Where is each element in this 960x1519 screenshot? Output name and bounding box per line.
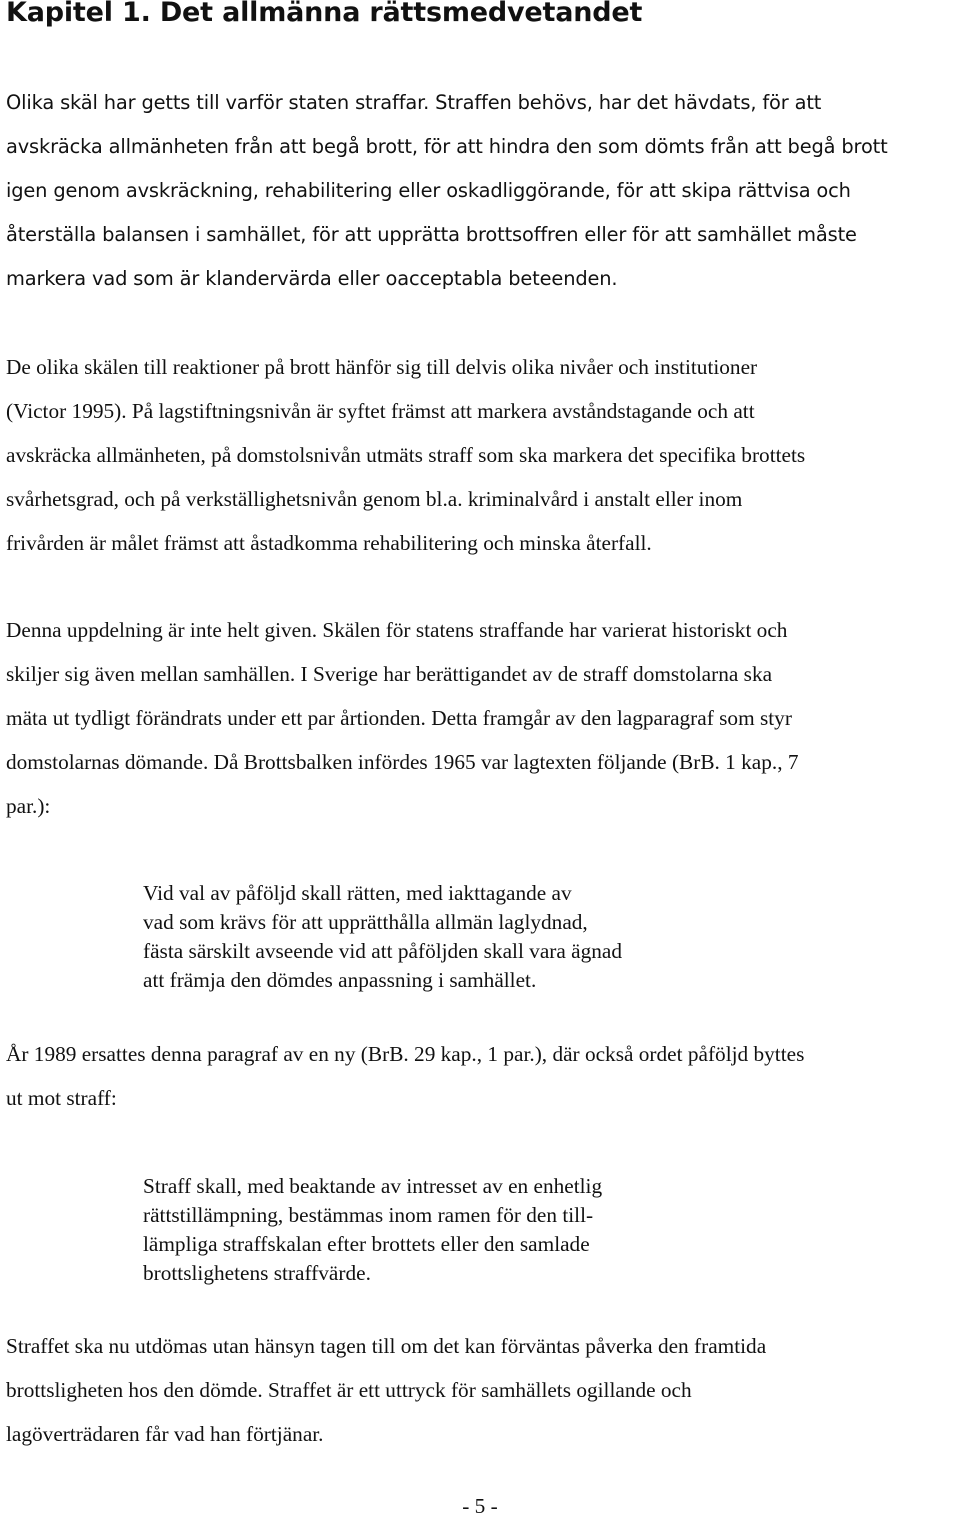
quote1-line: vad som krävs för att upprätthålla allmän laglydnad, (143, 910, 588, 934)
paragraph2-line: frivården är målet främst att åstadkomma rehabilitering och minska återfall. (6, 531, 652, 555)
quote2-line: lämpliga straffskalan efter brottets eller den samlade (143, 1232, 590, 1256)
paragraph3-line: mäta ut tydligt förändrats under ett par årtionden. Detta framgår av den lagparagraf som styr (6, 706, 792, 730)
quote2-line: brottslighetens straffvärde. (143, 1261, 371, 1285)
paragraph1-line: Olika skäl har getts till varför staten straffar. Straffen behövs, har det hävdats, för att (6, 91, 822, 114)
paragraph3-line: domstolarnas dömande. Då Brottsbalken infördes 1965 var lagtexten följande (BrB. 1 kap., 7 (6, 750, 799, 774)
paragraph1-line: markera vad som är klandervärda eller oacceptabla beteenden. (6, 267, 618, 290)
paragraph1-line: igen genom avskräckning, rehabilitering eller oskadliggörande, för att skipa rättvisa och (6, 179, 851, 202)
paragraph2-line: (Victor 1995). På lagstiftningsnivån är syftet främst att markera avståndstagande och att (6, 399, 755, 423)
paragraph3-line: Denna uppdelning är inte helt given. Skälen för statens straffande har varierat historiskt och (6, 618, 788, 642)
chapter-heading: Kapitel 1. Det allmänna rättsmedvetandet (6, 0, 643, 28)
paragraph2-line: avskräcka allmänheten, på domstolsnivån utmäts straff som ska markera det specifika brottets (6, 443, 806, 467)
paragraph5-line: brottsligheten hos den dömde. Straffet är ett uttryck för samhällets ogillande och (6, 1378, 692, 1402)
quote1-line: att främja den dömdes anpassning i samhället. (143, 968, 537, 992)
page-number: - 5 - (462, 1494, 498, 1518)
paragraph1-line: återställa balansen i samhället, för att upprätta brottsoffren eller för att samhället måste (6, 223, 857, 246)
quote1-line: Vid val av påföljd skall rätten, med iakttagande av (143, 881, 572, 905)
quote2-line: Straff skall, med beaktande av intresset av en enhetlig (143, 1174, 603, 1198)
paragraph2-line: De olika skälen till reaktioner på brott hänför sig till delvis olika nivåer och institutioner (6, 355, 758, 379)
paragraph3-line: skiljer sig även mellan samhällen. I Sverige har berättigandet av de straff domstolarna ska (6, 662, 773, 686)
paragraph1-line: avskräcka allmänheten från att begå brott, för att hindra den som dömts från att begå brott (6, 135, 888, 158)
paragraph4-line: ut mot straff: (6, 1086, 117, 1110)
paragraph3-line: par.): (6, 794, 51, 818)
quote2-line: rättstillämpning, bestämmas inom ramen för den till- (143, 1203, 594, 1227)
paragraph2-line: svårhetsgrad, och på verkställighetsnivån genom bl.a. kriminalvård i anstalt eller inom (6, 487, 743, 511)
paragraph4-line: År 1989 ersattes denna paragraf av en ny (BrB. 29 kap., 1 par.), där också ordet påföljd byttes (6, 1042, 805, 1066)
paragraph5-line: lagöverträdaren får vad han förtjänar. (6, 1422, 324, 1446)
quote1-line: fästa särskilt avseende vid att påföljden skall vara ägnad (143, 939, 623, 963)
paragraph5-line: Straffet ska nu utdömas utan hänsyn tagen till om det kan förväntas påverka den framtida (6, 1334, 767, 1358)
